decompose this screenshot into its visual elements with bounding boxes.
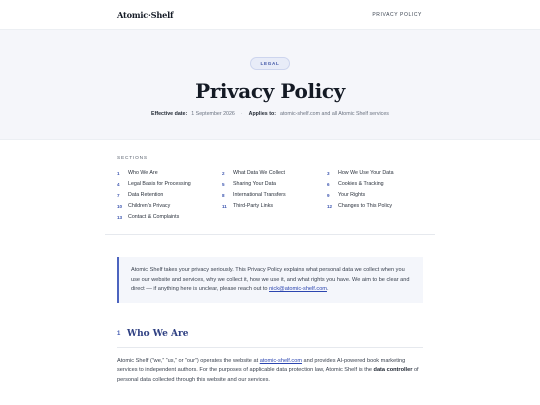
toc-item-label: International Transfers bbox=[233, 192, 286, 198]
section-heading-who-we-are bbox=[117, 329, 423, 348]
toc-item-label: Cookies & Tracking bbox=[338, 181, 384, 187]
paragraph-bold-text: data controller bbox=[373, 367, 413, 374]
toc-item-number: 8 bbox=[222, 192, 225, 198]
toc-item-cookies[interactable] bbox=[327, 181, 432, 187]
effective-date-value: 1 September 2026 bbox=[191, 111, 235, 117]
toc-item-label: Third-Party Links bbox=[233, 203, 274, 209]
paragraph-text: and provides AI-powered book marketing services to independent authors. For the purposes of applicable data protection law, Atomic Shelf is the bbox=[117, 357, 406, 374]
toc-item-label: Changes to This Policy bbox=[338, 203, 393, 209]
intro-callout bbox=[117, 257, 423, 303]
callout-text: Atomic Shelf takes your privacy seriously. This Privacy Policy explains what personal data we collect when you use our website and services, why we collect it, how we use it, and what rights you have. We aim to be clear and direct — if anything here is unclear, please reach out to bbox=[131, 267, 410, 293]
toc-item-how-we-use[interactable] bbox=[327, 170, 432, 176]
toc-item-number: 10 bbox=[117, 203, 123, 209]
toc-item-what-data[interactable] bbox=[222, 170, 327, 176]
effective-date-label: Effective date: bbox=[151, 111, 188, 117]
toc-item-label: Sharing Your Data bbox=[233, 181, 276, 187]
legal-badge: LEGAL bbox=[250, 57, 289, 70]
website-link[interactable]: atomic-shelf.com bbox=[259, 357, 302, 364]
paragraph-text: Atomic Shelf (“we,” “us,” or “our”) operates the website at bbox=[117, 357, 260, 364]
table-of-contents bbox=[105, 140, 435, 235]
toc-item-third-party[interactable] bbox=[222, 203, 327, 209]
toc-item-label: Contact & Complaints bbox=[128, 214, 180, 220]
policy-meta bbox=[151, 111, 389, 117]
toc-grid bbox=[117, 170, 423, 220]
toc-item-changes[interactable] bbox=[327, 203, 432, 209]
toc-item-number: 6 bbox=[327, 181, 330, 187]
site-logo[interactable]: Atomic·Shelf bbox=[117, 9, 174, 20]
toc-item-who-we-are[interactable] bbox=[117, 170, 222, 176]
paragraph-text: of personal data collected through this website and our services. bbox=[117, 367, 419, 383]
toc-item-label: Who We Are bbox=[128, 170, 158, 176]
meta-separator: · bbox=[240, 111, 243, 117]
toc-item-sharing[interactable] bbox=[222, 181, 327, 187]
toc-item-legal-basis[interactable] bbox=[117, 181, 222, 187]
toc-item-contact[interactable] bbox=[117, 214, 222, 220]
toc-item-children[interactable] bbox=[117, 203, 222, 209]
page-title: Privacy Policy bbox=[195, 79, 345, 103]
toc-item-number: 5 bbox=[222, 181, 225, 187]
hero-banner bbox=[0, 30, 540, 140]
nav-link-privacy-policy[interactable]: PRIVACY POLICY bbox=[372, 11, 422, 18]
toc-item-number: 11 bbox=[222, 203, 227, 209]
applies-to-label: Applies to: bbox=[248, 111, 276, 117]
toc-item-label: Legal Basis for Processing bbox=[128, 181, 191, 187]
toc-item-number: 13 bbox=[117, 214, 123, 220]
top-navbar bbox=[0, 0, 540, 30]
section-paragraph bbox=[117, 357, 423, 386]
toc-item-number: 1 bbox=[117, 170, 120, 176]
applies-to-value: atomic-shelf.com and all Atomic Shelf services bbox=[280, 111, 389, 117]
toc-item-number: 12 bbox=[327, 203, 333, 209]
toc-item-number: 3 bbox=[327, 170, 330, 176]
contact-email-link[interactable]: nick@atomic-shelf.com bbox=[269, 286, 327, 293]
toc-item-label: How We Use Your Data bbox=[338, 170, 394, 176]
toc-item-number: 9 bbox=[327, 192, 330, 198]
toc-item-label: Children's Privacy bbox=[128, 203, 171, 209]
toc-item-number: 7 bbox=[117, 192, 120, 198]
toc-item-international[interactable] bbox=[222, 192, 327, 198]
toc-item-label: Data Retention bbox=[128, 192, 164, 198]
toc-item-label: What Data We Collect bbox=[233, 170, 286, 176]
policy-content bbox=[117, 235, 423, 386]
section-number: 1 bbox=[117, 330, 121, 337]
toc-item-your-rights[interactable] bbox=[327, 192, 432, 198]
callout-end: . bbox=[326, 286, 329, 293]
toc-item-retention[interactable] bbox=[117, 192, 222, 198]
toc-item-number: 2 bbox=[222, 170, 225, 176]
toc-item-label: Your Rights bbox=[338, 192, 366, 198]
toc-item-number: 4 bbox=[117, 181, 120, 187]
toc-heading: SECTIONS bbox=[117, 156, 148, 161]
section-title: Who We Are bbox=[127, 328, 189, 339]
